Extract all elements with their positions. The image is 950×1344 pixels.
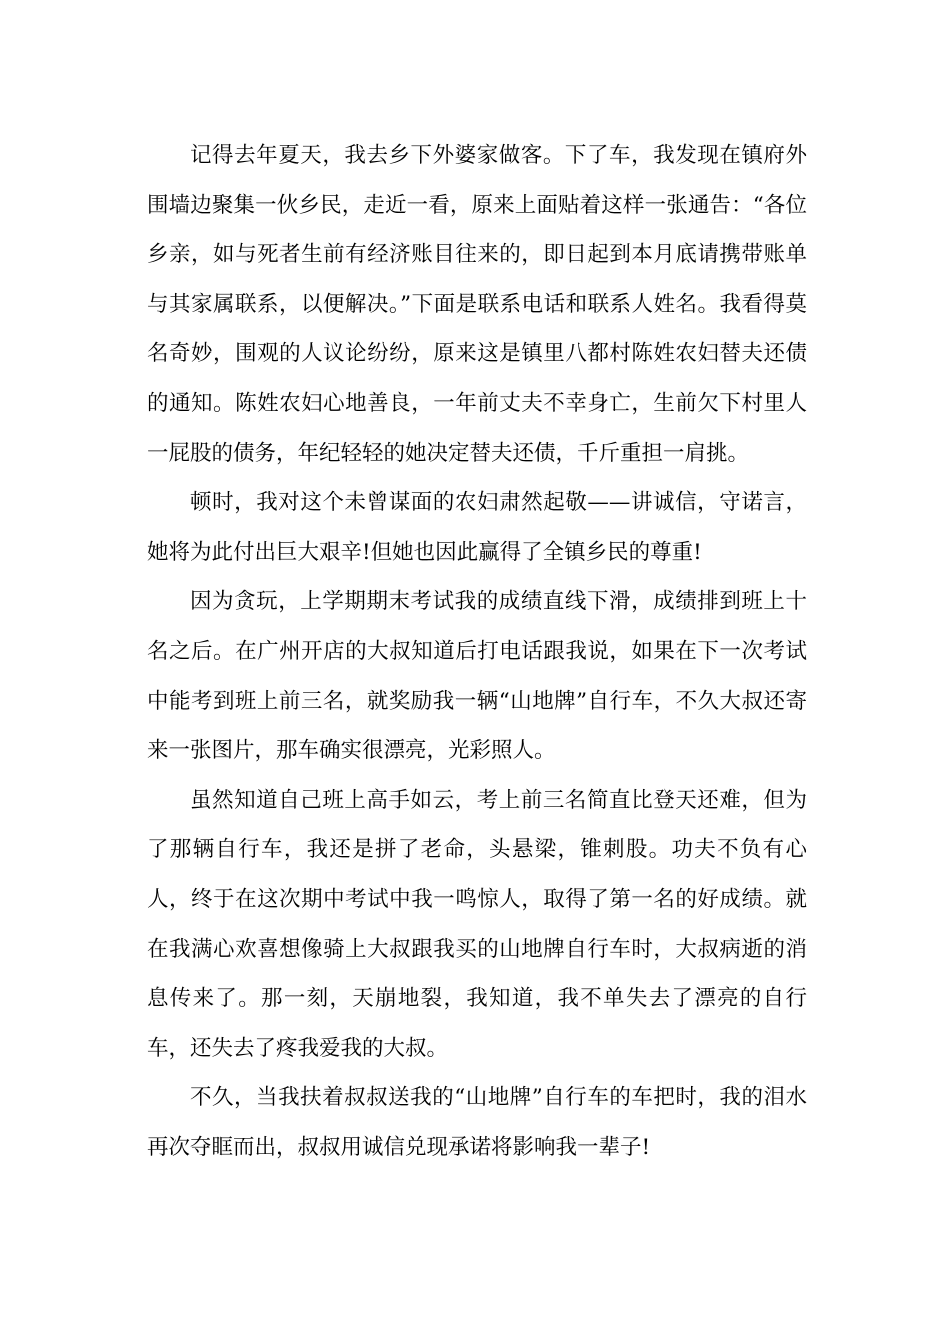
paragraph-5: 不久，当我扶着叔叔送我的“山地牌”自行车的车把时，我的泪水再次夺眶而出，叔叔用诚信兑现承诺将影响我一辈子! xyxy=(147,1085,807,1160)
document-body xyxy=(147,131,807,1172)
paragraph-4: 虽然知道自己班上高手如云，考上前三名简直比登天还难，但为了那辆自行车，我还是拼了老命，头悬梁，锥刺股。功夫不负有心人，终于在这次期中考试中我一鸣惊人，取得了第一名的好成绩。就在我满心欢喜想像骑上大叔跟我买的山地牌自行车时，大叔病逝的消息传来了。那一刻，天崩地裂，我知道，我不单失去了漂亮的自行车，还失去了疼我爱我的大叔。 xyxy=(147,787,807,1061)
paragraph-3: 因为贪玩，上学期期末考试我的成绩直线下滑，成绩排到班上十名之后。在广州开店的大叔知道后打电话跟我说，如果在下一次考试中能考到班上前三名，就奖励我一辆“山地牌”自行车，不久大叔还寄来一张图片，那车确实很漂亮，光彩照人。 xyxy=(147,589,807,764)
paragraph-2: 顿时，我对这个未曾谋面的农妇肃然起敬——讲诚信，守诺言，她将为此付出巨大艰辛!但她也因此赢得了全镇乡民的尊重! xyxy=(147,490,807,565)
paragraph-1: 记得去年夏天，我去乡下外婆家做客。下了车，我发现在镇府外围墙边聚集一伙乡民，走近一看，原来上面贴着这样一张通告：“各位乡亲，如与死者生前有经济账目往来的，即日起到本月底请携带账单与其家属联系，以便解决。”下面是联系电话和联系人姓名。我看得莫名奇妙，围观的人议论纷纷，原来这是镇里八都村陈姓农妇替夫还债的通知。陈姓农妇心地善良，一年前丈夫不幸身亡，生前欠下村里人一屁股的债务，年纪轻轻的她决定替夫还债，千斤重担一肩挑。 xyxy=(147,143,807,466)
